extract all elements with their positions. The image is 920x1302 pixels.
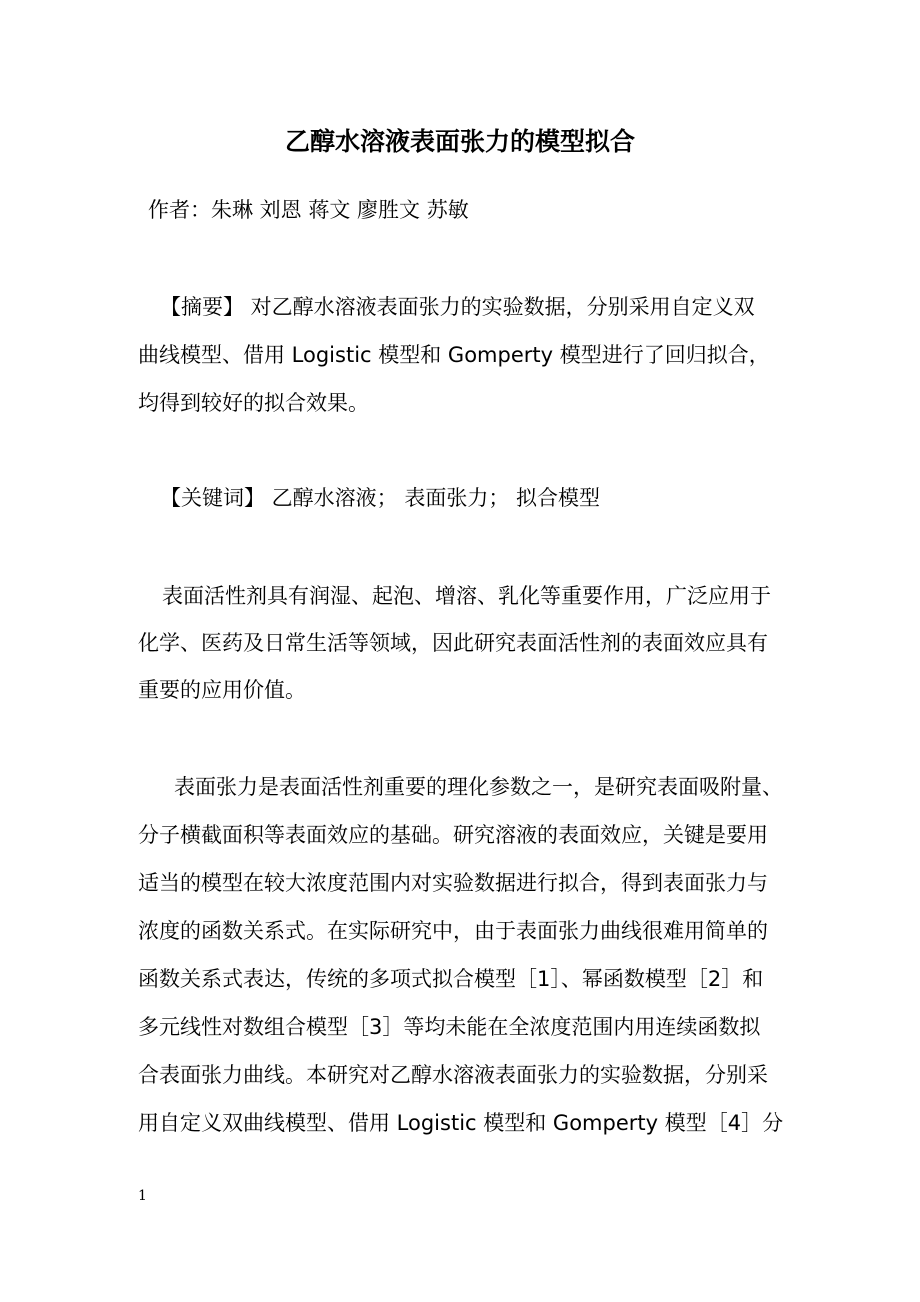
abstract-line: 【摘要】 对乙醇水溶液表面张力的实验数据，分别采用自定义双 — [160, 295, 755, 319]
paragraph-line: 合表面张力曲线。本研究对乙醇水溶液表面张力的实验数据，分别采 — [138, 1063, 768, 1087]
paragraph-line: 重要的应用价值。 — [138, 678, 306, 702]
paragraph-line: 化学、医药及日常生活等领域，因此研究表面活性剂的表面效应具有 — [138, 631, 768, 655]
keywords: 【关键词】 乙醇水溶液； 表面张力； 拟合模型 — [160, 486, 601, 510]
paragraph-line: 浓度的函数关系式。在实际研究中，由于表面张力曲线很难用简单的 — [138, 919, 768, 943]
abstract-line: 曲线模型、借用 Logistic 模型和 Gomperty 模型进行了回归拟合， — [138, 343, 770, 367]
abstract-line: 均得到较好的拟合效果。 — [138, 391, 369, 415]
paragraph-line: 表面张力是表面活性剂重要的理化参数之一，是研究表面吸附量、 — [174, 775, 783, 799]
document-title: 乙醇水溶液表面张力的模型拟合 — [284, 127, 635, 156]
paragraph-line: 用自定义双曲线模型、借用 Logistic 模型和 Gomperty 模型［4］分 — [138, 1111, 784, 1135]
paragraph-line: 函数关系式表达，传统的多项式拟合模型［1］、幂函数模型［2］和 — [138, 967, 764, 991]
paragraph-line: 多元线性对数组合模型［3］等均未能在全浓度范围内用连续函数拟 — [138, 1015, 761, 1039]
authors: 作者：朱琳 刘恩 蒋文 廖胜文 苏敏 — [148, 198, 469, 222]
page-number: 1 — [138, 1188, 147, 1204]
paragraph-line: 表面活性剂具有润湿、起泡、增溶、乳化等重要作用，广泛应用于 — [162, 584, 771, 608]
paragraph-line: 适当的模型在较大浓度范围内对实验数据进行拟合，得到表面张力与 — [138, 871, 768, 895]
paragraph-line: 分子横截面积等表面效应的基础。研究溶液的表面效应，关键是要用 — [138, 823, 768, 847]
